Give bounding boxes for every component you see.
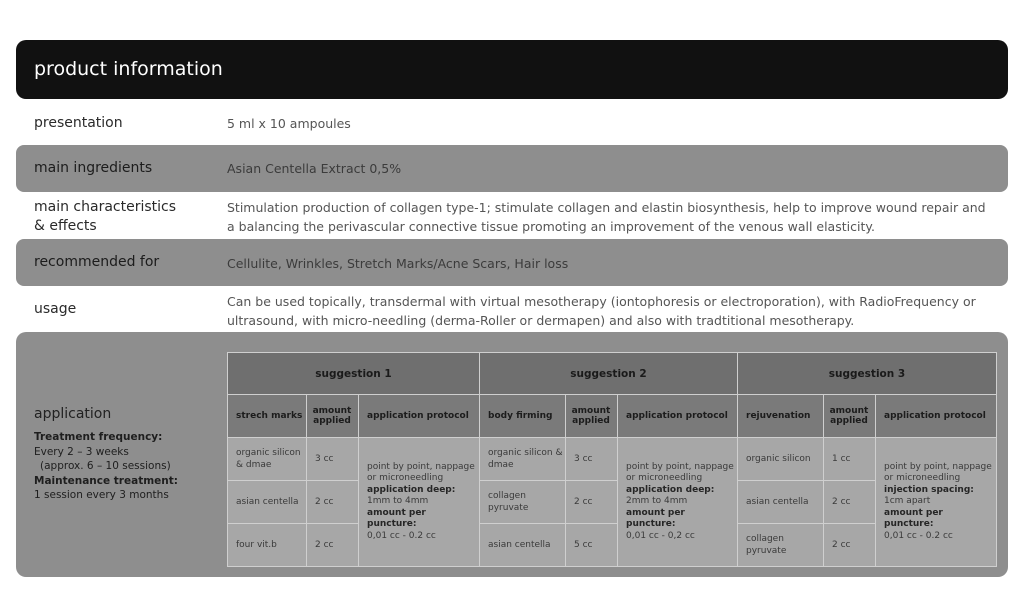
suggestion-2-ingredient: asian centella [480,524,566,567]
maintenance-treatment-value: 1 session every 3 months [34,489,169,501]
suggestion-3-ingredient: asian centella [738,481,824,524]
presentation-label: presentation [34,115,123,131]
protocol-label: application deep: [626,484,715,495]
suggestion-3-amount: 1 cc [824,438,876,481]
suggestion-1-protocol [359,438,480,567]
suggestion-1-amount: 2 cc [307,481,359,524]
usage-value: Can be used topically, transdermal with virtual mesotherapy (iontophoresis or electroporation), with RadioFrequency or ultrasound, with micro-needling (derma-Roller or dermapen) and also with tradtitional mesotherapy. [227,294,976,328]
recommended-for-label: recommended for [34,254,160,270]
treatment-frequency-label: Treatment frequency: [34,431,163,443]
main-ingredients-row [16,145,1008,192]
suggestion-1-header: suggestion 1 [228,353,480,395]
protocol-value: 0,01 cc - 0,2 cc [626,530,695,541]
suggestion-1-amount-header: amount applied [307,395,359,438]
characteristics-row [16,195,1008,237]
suggestion-2-amount: 2 cc [566,481,618,524]
protocol-value: 2mm to 4mm [626,496,688,507]
usage-label: usage [34,301,77,317]
suggestion-2-header: suggestion 2 [480,353,738,395]
suggestion-1-ingredient: asian centella [228,481,307,524]
protocol-label: application deep: [367,484,456,495]
suggestion-2-amount-header: amount applied [566,395,618,438]
usage-row [16,289,1008,331]
suggestion-2-protocol [618,438,738,567]
recommended-for-row [16,239,1008,286]
suggestion-2-protocol-header: application protocol [618,395,738,438]
application-frequency-info [34,430,214,503]
suggestion-3-protocol-header: application protocol [876,395,997,438]
suggestion-3-treatment-header: rejuvenation [738,395,824,438]
suggestion-2-amount: 3 cc [566,438,618,481]
suggestion-3-ingredient: collagen pyruvate [738,524,824,567]
protocol-method: point by point, nappage or microneedling [884,461,992,484]
main-ingredients-label: main ingredients [34,160,153,176]
characteristics-label [34,198,176,236]
protocol-value: 1mm to 4mm [367,496,429,507]
main-ingredients-value: Asian Centella Extract 0,5% [227,161,402,176]
treatment-sessions: (approx. 6 – 10 sessions) [40,460,171,472]
suggestion-1-amount: 2 cc [307,524,359,567]
protocol-label: injection spacing: [884,484,974,495]
characteristics-label-line2: & effects [34,218,97,234]
suggestion-3-amount: 2 cc [824,524,876,567]
protocol-value: 0,01 cc - 0.2 cc [367,530,436,541]
suggestion-3-amount-header: amount applied [824,395,876,438]
protocol-method: point by point, nappage or microneedling [367,461,475,484]
protocol-label: amount per puncture: [367,507,426,530]
suggestion-2-ingredient: organic silicon & dmae [480,438,566,481]
presentation-row [16,106,1008,142]
suggestion-3-header: suggestion 3 [738,353,997,395]
maintenance-treatment-label: Maintenance treatment: [34,474,178,487]
protocol-label: amount per puncture: [884,507,943,530]
presentation-value: 5 ml x 10 ampoules [227,116,351,131]
table-row [228,438,997,481]
characteristics-label-line1: main characteristics [34,199,177,215]
application-section [16,332,1008,577]
application-title: application [34,406,112,422]
application-suggestions-table [227,352,997,567]
page-title: product information [34,58,223,80]
suggestion-2-treatment-header: body firming [480,395,566,438]
suggestion-2-amount: 5 cc [566,524,618,567]
suggestion-1-treatment-header: strech marks [228,395,307,438]
protocol-value: 1cm apart [884,496,931,507]
suggestion-3-amount: 2 cc [824,481,876,524]
suggestion-1-ingredient: organic silicon & dmae [228,438,307,481]
protocol-method: point by point, nappage or microneedling [626,461,734,484]
characteristics-value: Stimulation production of collagen type-1; stimulate collagen and elastin biosynthesis, help to improve wound repair and a balancing the perivascular connective tissue promoting an improvement of the venous wall elasticity. [227,200,986,234]
suggestion-1-ingredient: four vit.b [228,524,307,567]
suggestion-1-amount: 3 cc [307,438,359,481]
protocol-value: 0,01 cc - 0.2 cc [884,530,953,541]
product-information-header [16,40,1008,99]
treatment-frequency-value: Every 2 – 3 weeks [34,445,129,458]
suggestion-1-protocol-header: application protocol [359,395,480,438]
suggestion-3-protocol [876,438,997,567]
suggestion-3-ingredient: organic silicon [738,438,824,481]
suggestion-2-ingredient: collagen pyruvate [480,481,566,524]
recommended-for-value: Cellulite, Wrinkles, Stretch Marks/Acne Scars, Hair loss [227,256,569,271]
protocol-label: amount per puncture: [626,507,685,530]
